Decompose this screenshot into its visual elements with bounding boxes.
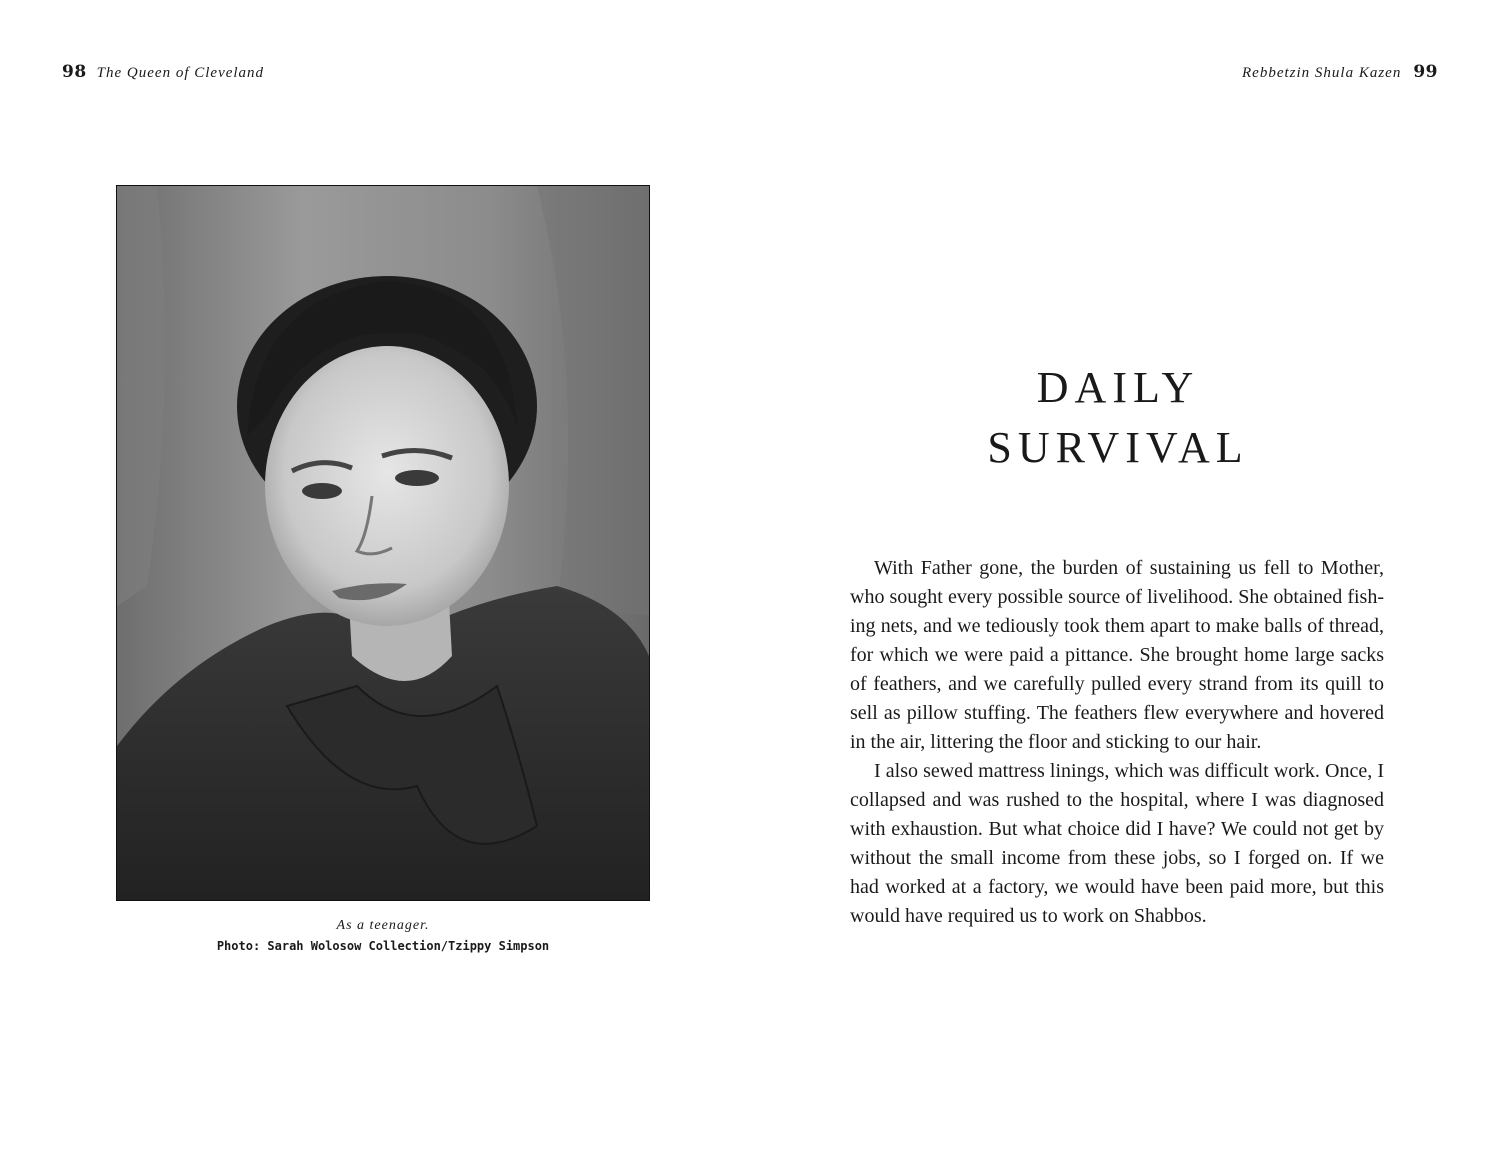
chapter-subject-header: Rebbetzin Shula Kazen bbox=[1242, 65, 1402, 81]
chapter-title-line-2: SURVIVAL bbox=[987, 423, 1249, 472]
running-header-left bbox=[62, 62, 264, 82]
photo-caption bbox=[116, 916, 650, 956]
chapter-title-line-1: DAILY bbox=[1036, 363, 1200, 412]
photo-credit: Photo: Sarah Wolosow Collection/Tzippy Simpson bbox=[216, 939, 550, 953]
right-page bbox=[750, 0, 1500, 1167]
paragraph: With Father gone, the burden of sustaining us fell to Mother, who sought every possible source of livelihood. She obtained fish-ing nets, and we tediously took them apart to make balls of thread, for which we were paid a pittance. She brought home large sacks of feathers, and we carefully pulled every strand from its quill to sell as pillow stuffing. The feathers flew everywhere and hovered in the air, littering the floor and sticking to our hair. bbox=[850, 557, 1384, 753]
chapter-title bbox=[750, 358, 1486, 478]
book-title-header: The Queen of Cleveland bbox=[96, 65, 265, 81]
caption-text: As a teenager. bbox=[336, 918, 430, 933]
page-number-right: 99 bbox=[1413, 62, 1438, 82]
paragraph: I also sewed mattress linings, which was difficult work. Once, I collapsed and was rushed to the hospital, where I was diagnosed with exhaustion. But what choice did I have? We could not get by without the small income from these jobs, so I forged on. If we had worked at a factory, we would have been paid more, but this would have required us to work on Shabbos. bbox=[850, 760, 1384, 927]
page-number-left: 98 bbox=[62, 62, 87, 82]
portrait-photo bbox=[116, 185, 650, 901]
running-header-right bbox=[1242, 62, 1438, 82]
portrait-image bbox=[117, 186, 649, 900]
chapter-body bbox=[850, 554, 1384, 931]
